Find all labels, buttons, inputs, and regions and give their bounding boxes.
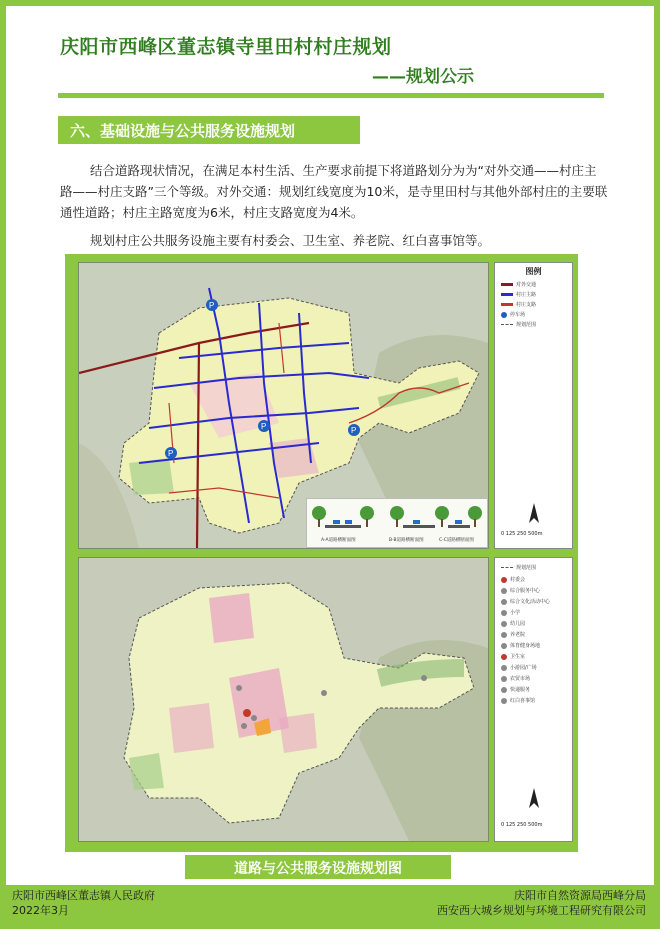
legend-swatch [501, 283, 513, 286]
section-label-b: B-B道路横断面图 [389, 538, 424, 543]
legend-item [501, 587, 569, 596]
title-rule [58, 93, 604, 98]
svg-text:P: P [351, 426, 357, 435]
legend-label: 快递服务 [510, 687, 531, 693]
legend-item [501, 631, 569, 640]
legend-item [501, 609, 569, 618]
courier-icon [501, 687, 507, 693]
public-service-map-graphic [79, 558, 488, 841]
footer-left [12, 888, 155, 918]
page-title: 庆阳市西峰区董志镇寺里田村村庄规划 [60, 36, 392, 58]
legend-label: 综合文化活动中心 [510, 599, 551, 605]
footer-org-left: 庆阳市西峰区董志镇人民政府 [12, 889, 155, 902]
scale-bar: 0 125 250 500m [501, 822, 543, 828]
legend-label: 体育健身场地 [510, 643, 541, 649]
footer-right [437, 888, 646, 918]
scale-bar: 0 125 250 500m [501, 531, 543, 537]
legend-label: 规划范围 [516, 322, 537, 328]
road-plan-map [78, 262, 489, 549]
page-subtitle: ——规划公示 [372, 67, 474, 87]
section-title: 六、基础设施与公共服务设施规划 [70, 122, 296, 140]
legend-label: 综合服务中心 [510, 588, 541, 594]
road-legend [494, 262, 573, 549]
svg-text:P: P [209, 301, 215, 310]
legend-label: 幼儿园 [510, 621, 526, 627]
legend-item [501, 281, 569, 290]
legend-item [501, 311, 569, 320]
left-border [0, 0, 6, 929]
legend-swatch [501, 324, 513, 325]
north-arrow-icon [527, 503, 541, 527]
right-border [654, 0, 660, 929]
legend-label: 村委会 [510, 577, 526, 583]
school-icon [501, 610, 507, 616]
paragraph-roads: 结合道路现状情况，在满足本村生活、生产要求前提下将道路划分为为“对外交通——村庄主路——村庄支路”三个等级。对外交通：规划红线宽度为10米，是寺里田村与其他外部村庄的主要联通性道路；村庄主路宽度为6米，村庄支路宽度为4米。 [60, 163, 608, 220]
legend-item [501, 697, 569, 706]
legend-label: 养老院 [510, 632, 526, 638]
footer-org-right-2: 西安西大城乡规划与环境工程研究有限公司 [437, 904, 646, 917]
top-border [0, 0, 660, 6]
plaza-icon [501, 665, 507, 671]
svg-text:P: P [168, 449, 174, 458]
legend-label: 农贸市场 [510, 676, 531, 682]
legend-label: 小游园/广场 [510, 665, 537, 671]
svg-text:P: P [261, 422, 267, 431]
market-icon [501, 676, 507, 682]
village-committee-icon [501, 577, 507, 583]
legend-label: 村庄支路 [516, 302, 537, 308]
paragraph-services: 规划村庄公共服务设施主要有村委会、卫生室、养老院、红白喜事馆等。 [90, 233, 491, 248]
legend-label: 停车场 [510, 312, 526, 318]
legend-item [501, 642, 569, 651]
legend-item [501, 598, 569, 607]
fitness-icon [501, 643, 507, 649]
legend-label: 小学 [510, 610, 521, 616]
legend-label: 对外交通 [516, 282, 537, 288]
parking-icon [501, 312, 507, 318]
legend-item [501, 291, 569, 300]
legend-item [501, 301, 569, 310]
legend-item [501, 321, 569, 330]
legend-title: 图例 [525, 267, 542, 276]
section-label-a: A-A道路横断面图 [321, 538, 356, 543]
service-legend [494, 557, 573, 842]
legend-label: 红白喜事馆 [510, 698, 536, 704]
clinic-icon [501, 654, 507, 660]
legend-swatch [501, 567, 513, 568]
legend-item [501, 564, 569, 573]
legend-item [501, 653, 569, 662]
legend-label: 规划范围 [516, 565, 537, 571]
section-label-c: C-C道路横断面图 [439, 538, 474, 543]
footer-date: 2022年3月 [12, 904, 69, 917]
legend-item [501, 576, 569, 585]
service-center-icon [501, 588, 507, 594]
ceremony-hall-icon [501, 698, 507, 704]
legend-label: 村庄主路 [516, 292, 537, 298]
legend-label: 卫生室 [510, 654, 526, 660]
road-cross-sections [306, 498, 488, 548]
legend-item [501, 664, 569, 673]
nursing-home-icon [501, 632, 507, 638]
legend-swatch [501, 303, 513, 306]
culture-center-icon [501, 599, 507, 605]
footer-org-right-1: 庆阳市自然资源局西峰分局 [514, 889, 646, 902]
north-arrow-icon [527, 788, 541, 812]
legend-item [501, 686, 569, 695]
kindergarten-icon [501, 621, 507, 627]
legend-item [501, 620, 569, 629]
legend-swatch [501, 293, 513, 296]
legend-item [501, 675, 569, 684]
public-service-map [78, 557, 489, 842]
figure-caption: 道路与公共服务设施规划图 [234, 861, 402, 877]
